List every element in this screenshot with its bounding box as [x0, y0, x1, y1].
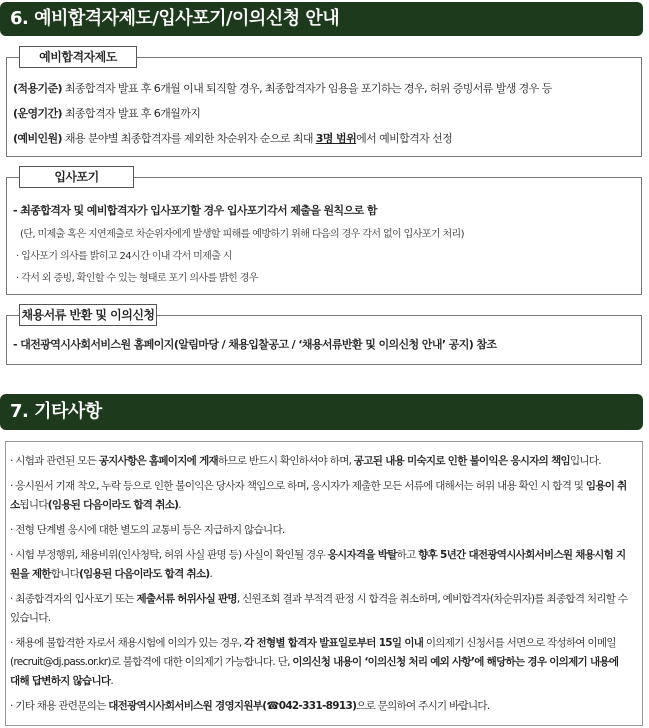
- resign-case-1: · 입사포기 의사를 밝히고 24시간 이내 각서 미제출 시: [16, 251, 232, 262]
- etc-item-notice: · 시험과 관련된 모든 공지사항은 홈페이지에 게재하므로 반드시 확인하셔야 하며, 공고된 내용 미숙지로 인한 불이익은 응시자의 책임입니다.: [10, 455, 601, 467]
- objection-tab-label: 채용서류 반환 및 이의신청: [21, 308, 155, 322]
- etc-item-misconduct: · 시험 부정행위, 채용비위(인사청탁, 허위 사실 판명 등) 사실이 확인될 경우 응시자격을 박탈하고 향후 5년간 대전광역시사회서비스원 채용시험 지원을 제한합니다(임용된 다음이라도 합격 취소).: [10, 549, 626, 580]
- section-6-title: 6. 예비합격자제도/입사포기/이의신청 안내: [10, 8, 340, 29]
- etc-item-transport: · 전형 단계별 응시에 대한 별도의 교통비 등은 지급하지 않습니다.: [10, 524, 285, 536]
- resign-tab-label: 입사포기: [54, 170, 99, 184]
- reserve-period: (운영기간) 최종합격자 발표 후 6개월까지: [13, 107, 201, 120]
- resign-case-2: · 각서 외 증빙, 확인할 수 있는 형태로 포기 의사를 밝힌 경우: [16, 273, 258, 284]
- resign-rule: - 최종합격자 및 예비합격자가 입사포기할 경우 입사포기각서 제출을 원칙으로 함: [13, 204, 377, 217]
- reserve-tab-label: 예비합격자제도: [39, 50, 117, 64]
- etc-item-cancellation: · 최종합격자의 입사포기 또는 제출서류 허위사실 판명, 신원조회 결과 부적격 판정 시 합격을 취소하며, 예비합격자(차순위자)를 최종합격 처리할 수 있습니다.: [10, 593, 628, 624]
- reserve-count: (예비인원) 채용 분야별 최종합격자를 제외한 차순위자 순으로 최대 3명 범위에서 예비합격자 선정: [13, 132, 453, 145]
- objection-tab: [19, 304, 157, 326]
- section-7-header: [0, 394, 643, 430]
- etc-item-contact: · 기타 채용 관련문의는 대전광역시사회서비스원 경영지원부(☎042-331-8913)으로 문의하여 주시기 바랍니다.: [10, 700, 490, 712]
- objection-guide: - 대전광역시사회서비스원 홈페이지(알림마당 / 채용입찰공고 / ‘채용서류반환 및 이의신청 안내’ 공지) 참조: [13, 338, 497, 351]
- etc-item-objection: · 채용에 불합격한 자로서 채용시험에 이의가 있는 경우, 각 전형별 합격자 발표일로부터 15일 이내 이의제기 신청서를 서면으로 작성하여 이메일(recruit@dj.pass.or.kr)로 불합격에 대한 이의제기 가능합니다. 단, 이의신청 내용이 ‘이의신청 처리 예외 사항’에 해당하는 경우 이의제기 내용에 대해 답변하지 않습니다.: [10, 637, 619, 687]
- section-6-header: [0, 2, 643, 36]
- section-7-title: 7. 기타사항: [10, 401, 102, 422]
- resign-exception-note: (단, 미제출 혹은 지연제출로 차순위자에게 발생할 피해를 예방하기 위해 다음의 경우 각서 없이 입사포기 처리): [20, 229, 464, 240]
- etc-item-application-error: · 응시원서 기재 착오, 누락 등으로 인한 불이익은 당사자 책임으로 하며, 응시자가 제출한 모든 서류에 대해서는 허위 내용 확인 시 합격 및 임용이 취소됩니다(임용된 다음이라도 합격 취소).: [10, 480, 627, 511]
- reserve-tab: [19, 46, 137, 68]
- resign-tab: [19, 166, 134, 188]
- reserve-apply-criteria: (적용기준) 최종합격자 발표 후 6개월 이내 퇴직할 경우, 최종합격자가 임용을 포기하는 경우, 허위 증빙서류 발생 경우 등: [13, 82, 552, 95]
